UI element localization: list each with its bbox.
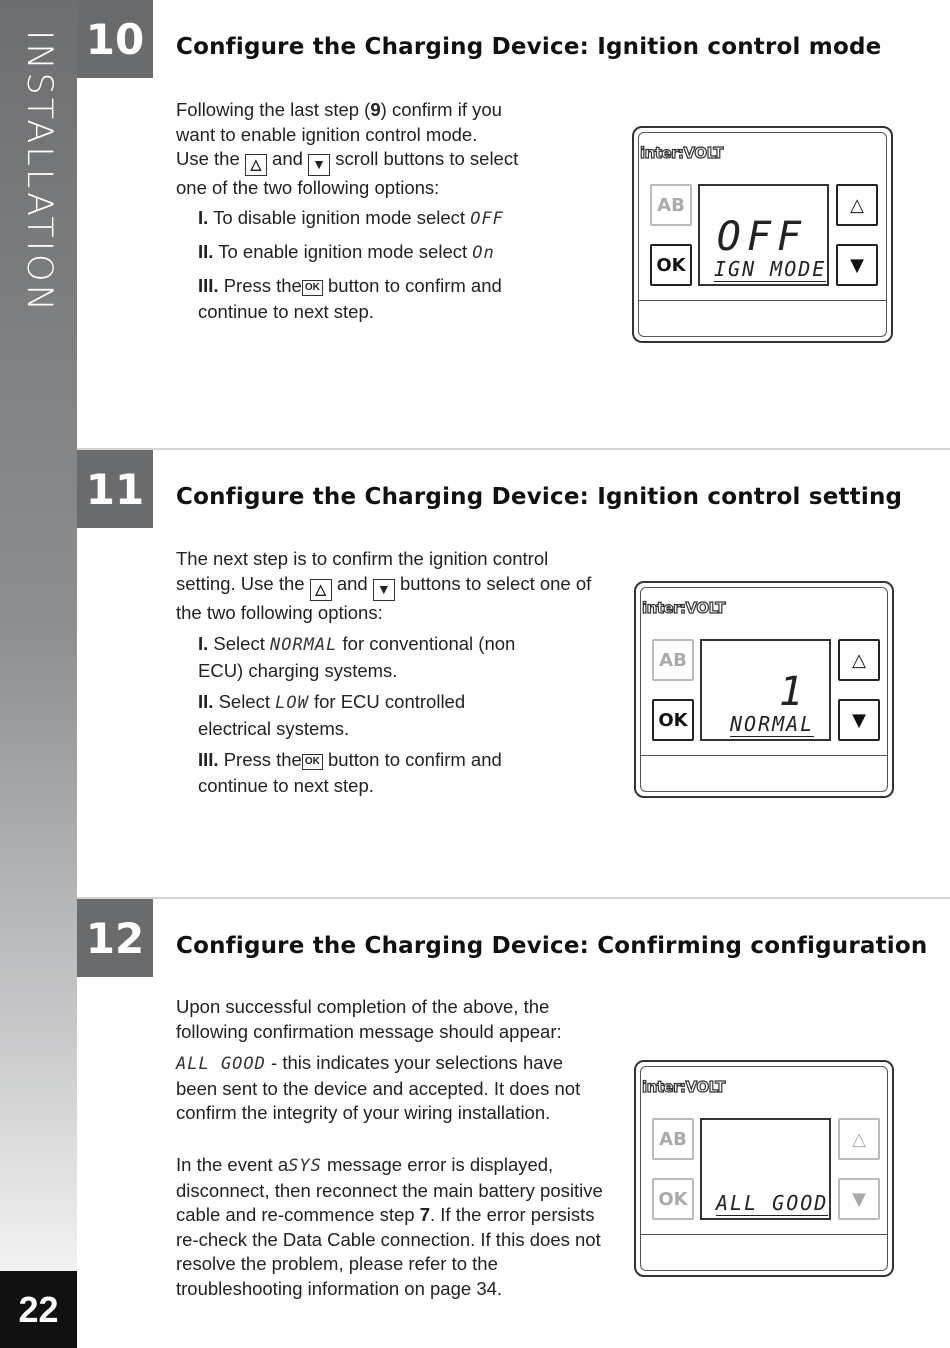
brand-logo: inter:VOLT — [642, 599, 725, 617]
ok-button: OK — [650, 244, 692, 286]
up-arrow-icon: △ — [852, 649, 866, 671]
ok-icon: OK — [302, 280, 323, 296]
option-item: I. To disable ignition mode select OFF — [198, 207, 504, 229]
down-button — [838, 699, 880, 741]
ab-button: AB — [650, 184, 692, 226]
step-number-11: 11 — [77, 450, 153, 528]
section-title-11: Configure the Charging Device: Ignition control setting — [176, 484, 903, 510]
up-arrow-icon: △ — [310, 579, 332, 601]
confirmation-paragraph: ALL GOOD - this indicates your selections have been sent to the device and accepted. It does not confirm the integrity of your wiring installation. — [176, 1052, 581, 1123]
up-arrow-icon: △ — [245, 154, 267, 176]
divider — [77, 897, 950, 899]
down-arrow-icon: ▼ — [308, 154, 330, 176]
down-arrow-icon: ▼ — [850, 254, 864, 276]
down-button — [838, 1178, 880, 1220]
section-title-10: Configure the Charging Device: Ignition control mode — [176, 34, 882, 60]
option-item: III. Press the OK button to confirm and continue to next step. — [198, 749, 502, 796]
lcd-screen — [700, 639, 831, 741]
device-illustration — [634, 581, 894, 798]
brand-logo: inter:VOLT — [642, 1078, 725, 1096]
screen-label: IGN MODE — [714, 257, 827, 281]
option-item: II. Select LOW for ECU controlled electrical systems. — [198, 691, 466, 739]
ab-button: AB — [652, 639, 694, 681]
ok-icon: OK — [302, 754, 323, 770]
down-arrow-icon: ▼ — [373, 579, 395, 601]
screen-label: NORMAL — [730, 712, 815, 736]
option-item: III. Press the OK button to confirm and continue to next step. — [198, 275, 502, 322]
section-intro-10: Following the last step (9) confirm if you want to enable ignition control mode. Use the △ and ▼ scroll buttons to select one of the two following options: — [176, 99, 519, 198]
step-number-10: 10 — [77, 0, 153, 78]
screen-value: OFF — [716, 214, 807, 260]
option-item: I. Select NORMAL for conventional (non ECU) charging systems. — [198, 633, 516, 681]
device-illustration — [632, 126, 893, 343]
up-arrow-icon: △ — [850, 194, 864, 216]
option-item: II. To enable ignition mode select On — [198, 241, 495, 263]
ab-button: AB — [652, 1118, 694, 1160]
step-number-12: 12 — [77, 899, 153, 977]
page-number: 22 — [0, 1271, 77, 1348]
divider — [77, 448, 950, 450]
down-arrow-icon: ▼ — [852, 1188, 866, 1210]
ok-button: OK — [652, 699, 694, 741]
section-intro-12: Upon successful completion of the above, the following confirmation message should appear: — [176, 996, 562, 1042]
up-arrow-icon: △ — [852, 1128, 866, 1150]
section-title-12: Configure the Charging Device: Confirming configuration — [176, 933, 928, 959]
up-button — [838, 639, 880, 681]
section-intro-11: The next step is to confirm the ignition control setting. Use the △ and ▼ buttons to select one of the two following options: — [176, 548, 592, 623]
screen-label: ALL GOOD — [716, 1191, 829, 1215]
lcd-screen — [698, 184, 829, 286]
down-arrow-icon: ▼ — [852, 709, 866, 731]
sidebar — [0, 0, 77, 1271]
lcd-screen — [700, 1118, 831, 1220]
device-illustration — [634, 1060, 894, 1277]
brand-logo: inter:VOLT — [640, 144, 723, 162]
ok-button: OK — [652, 1178, 694, 1220]
screen-value: 1 — [778, 669, 809, 715]
error-paragraph: In the event aSYS message error is displayed, disconnect, then reconnect the main battery positive cable and re-commence step 7. If the error persists re-check the Data Cable connection. If this does not resolve the problem, please refer to the troubleshooting information on page 34. — [176, 1154, 603, 1299]
up-button — [838, 1118, 880, 1160]
down-button — [836, 244, 878, 286]
section-label: INSTALLATION — [19, 30, 59, 314]
up-button — [836, 184, 878, 226]
